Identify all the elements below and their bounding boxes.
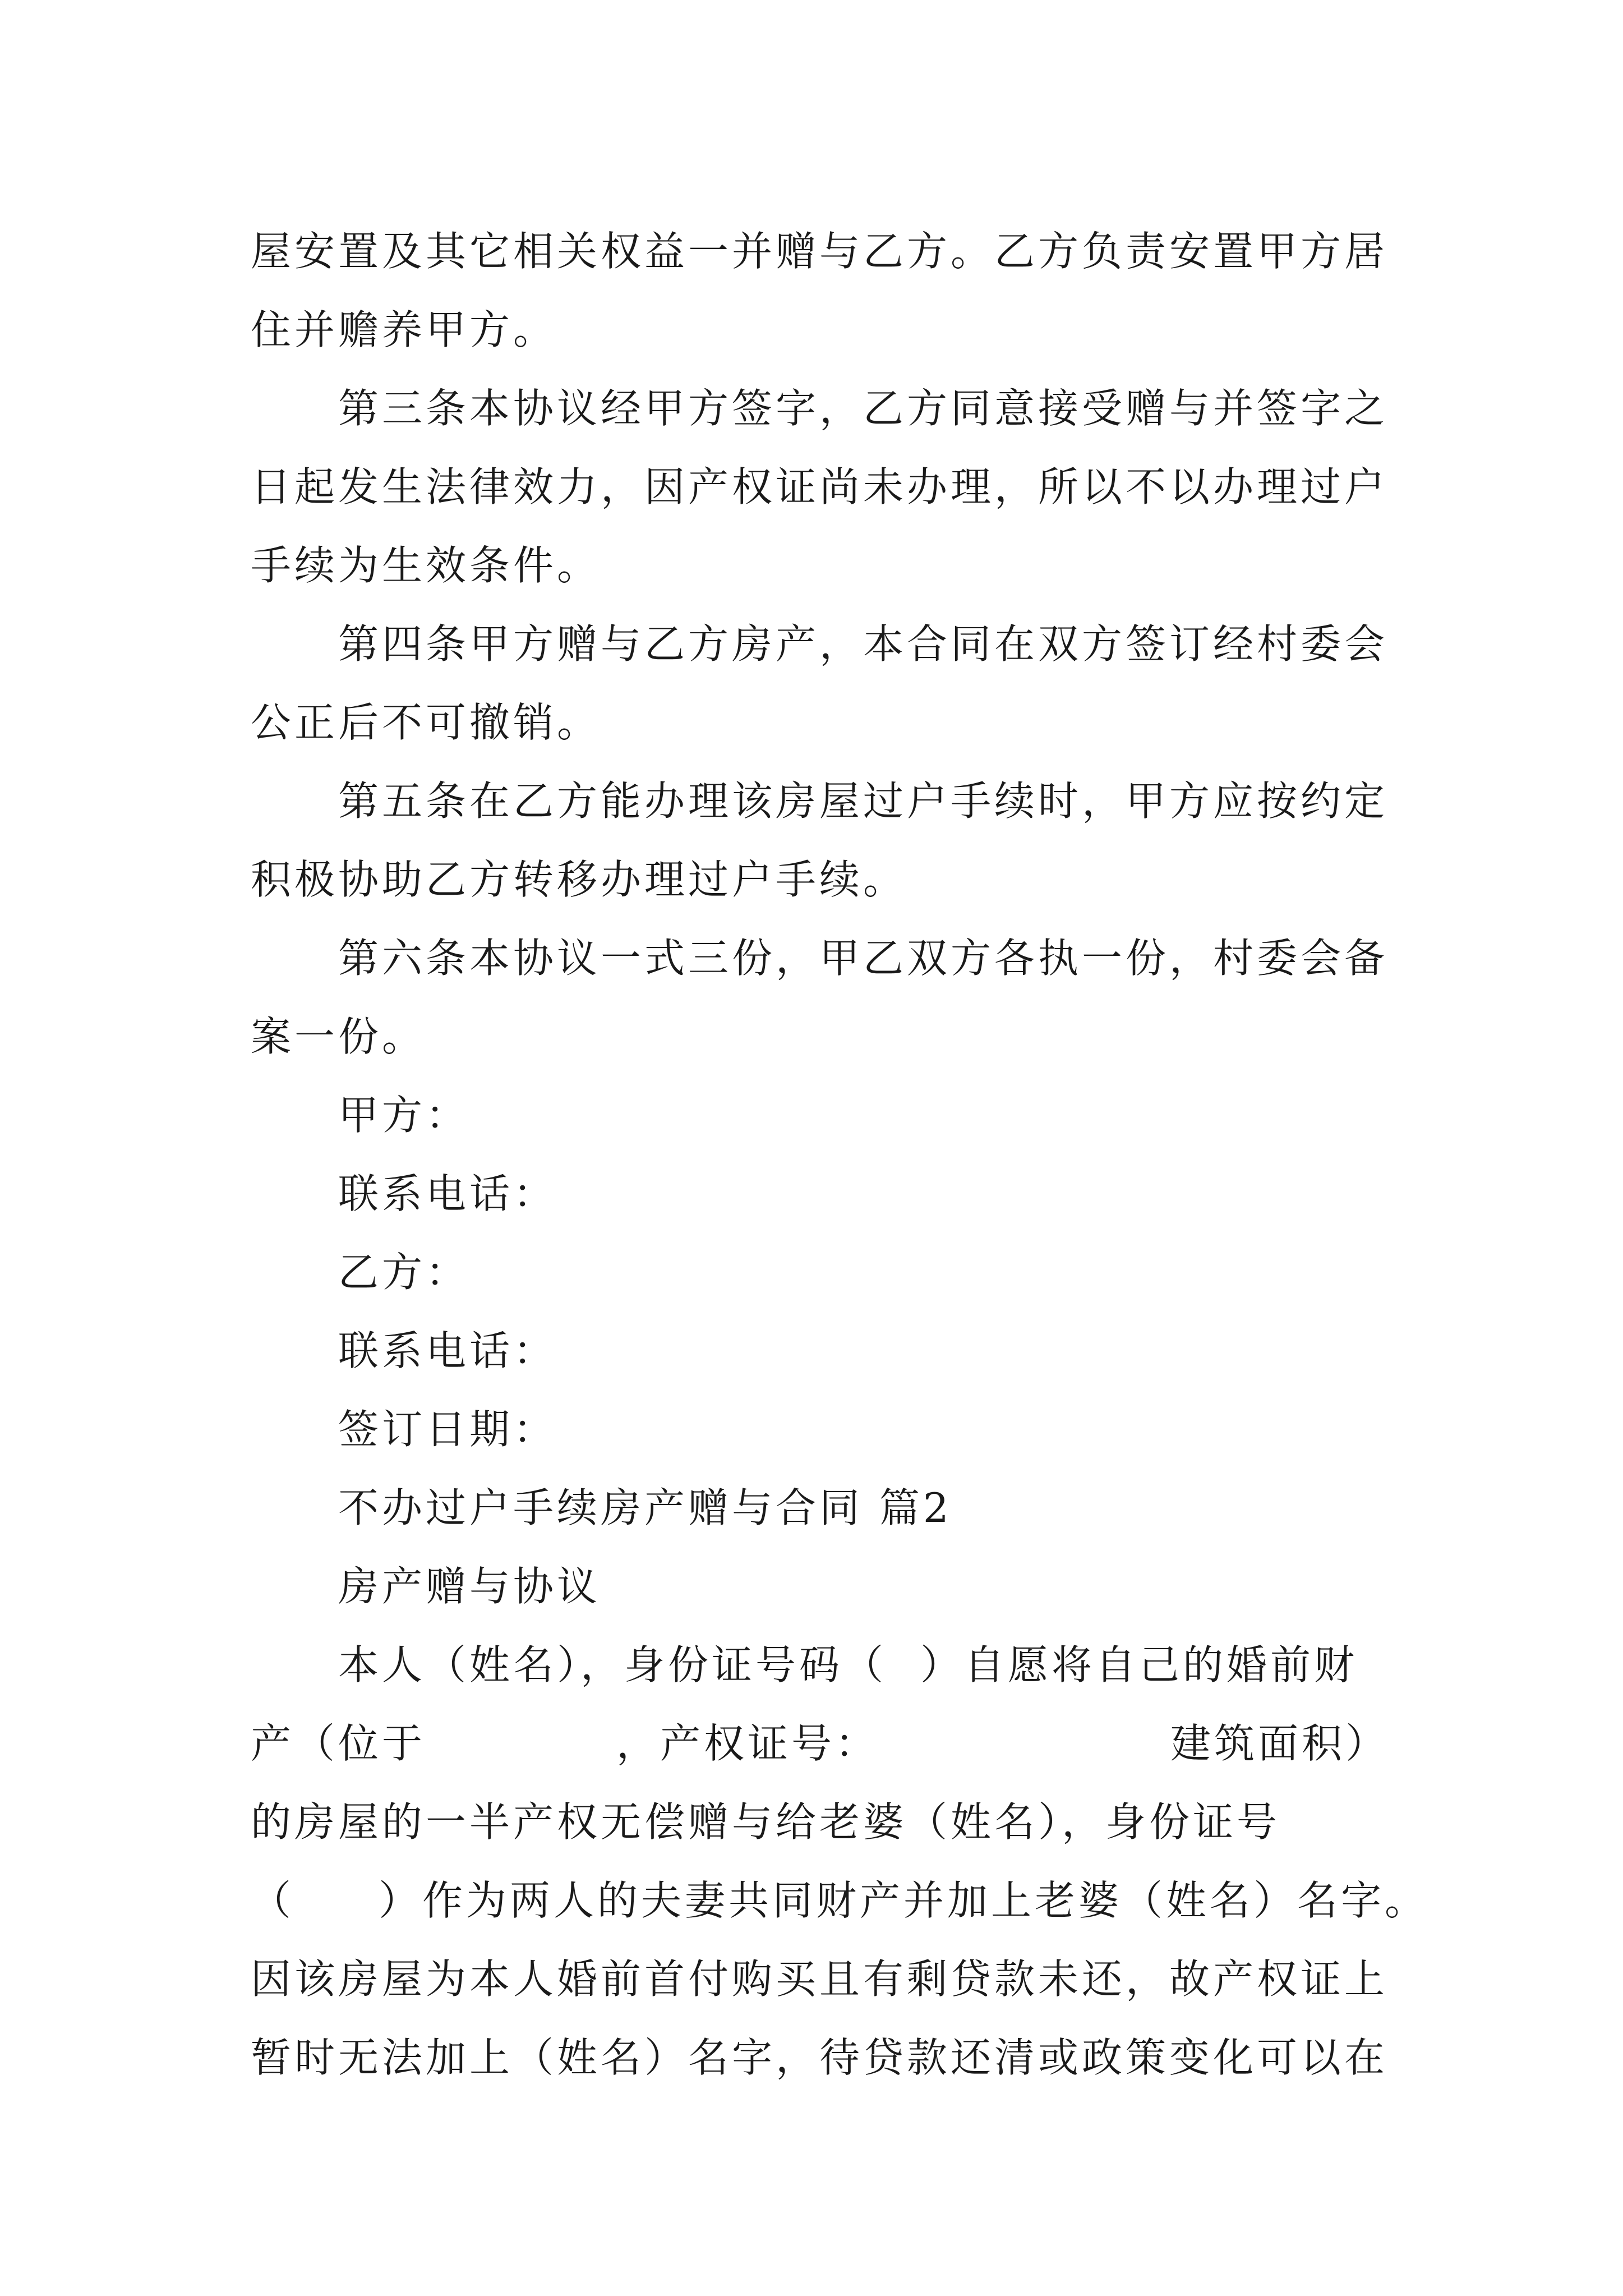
article2-p1-l4-a: （ [251,1877,295,1924]
article2-p1-l4-b: ）作为两人的夫妻共同财产并加上老婆（姓名）名字。 [379,1877,1429,1924]
article2-p1-l1-a: 本人（姓名），身份证号码（ [338,1641,887,1688]
article2-p1-l2-c: 建筑面积） [1170,1720,1390,1767]
clause2-cont-line-2: 住并赡养甲方。 [251,306,557,353]
clause3-line-2: 日起发生法律效力，因产权证尚未办理，所以不以办理过户 [251,463,1389,510]
party-a-label: 甲方： [338,1092,470,1139]
document-body [251,212,1429,2097]
party-b-label: 乙方： [338,1249,470,1296]
clause5-line-2: 积极协助乙方转移办理过户手续。 [251,856,907,903]
article2-p1-l2-a: 产（位于 [251,1720,426,1767]
article2-p1-line-1 [251,1626,1389,1704]
article2-p1-line-4 [251,1861,1429,1940]
article2-p1-line-6: 暂时无法加上（姓名）名字，待贷款还清或政策变化可以在 [251,2034,1389,2081]
article2-p1-l1-b: ）自愿将自己的婚前财 [920,1641,1358,1688]
sign-date-label: 签订日期： [338,1406,557,1453]
clause4-line-1: 第四条甲方赠与乙方房产，本合同在双方签订经村委会 [338,620,1389,668]
article2-heading: 不办过户手续房产赠与合同 篇2 [338,1484,952,1531]
article2-p1-line-2 [251,1704,1389,1783]
article2-title: 房产赠与协议 [338,1563,601,1610]
clause6-line-2: 案一份。 [251,1013,426,1060]
article2-p1-line-3: 的房屋的一半产权无偿赠与给老婆（姓名），身份证号 [251,1798,1281,1846]
party-b-phone-label: 联系电话： [338,1327,557,1374]
clause5-line-1: 第五条在乙方能办理该房屋过户手续时，甲方应按约定 [338,777,1389,825]
clause4-line-2: 公正后不可撤销。 [251,699,601,746]
clause3-line-3: 手续为生效条件。 [251,542,601,589]
article2-p1-line-5: 因该房屋为本人婚前首付购买且有剩贷款未还，故产权证上 [251,1955,1389,2003]
clause3-line-1: 第三条本协议经甲方签字，乙方同意接受赠与并签字之 [338,385,1389,432]
clause6-line-1: 第六条本协议一式三份，甲乙双方各执一份，村委会备 [338,935,1389,982]
clause2-cont-line-1: 屋安置及其它相关权益一并赠与乙方。乙方负责安置甲方居 [251,228,1389,275]
article2-p1-l2-b: ，产权证号： [616,1720,879,1767]
party-a-phone-label: 联系电话： [338,1170,557,1217]
